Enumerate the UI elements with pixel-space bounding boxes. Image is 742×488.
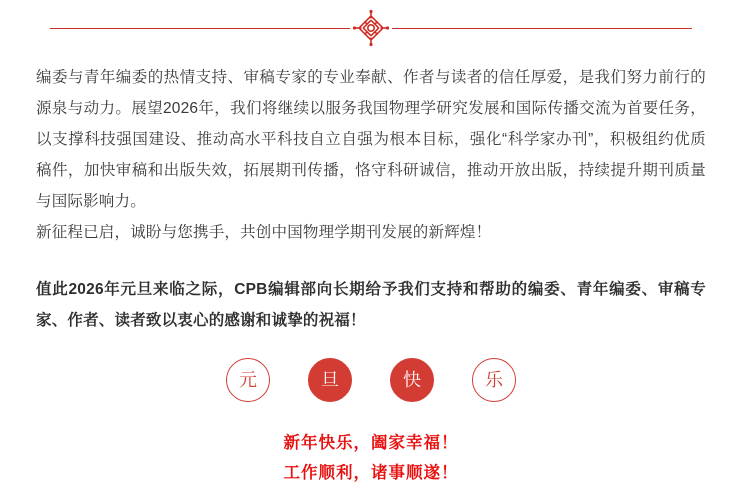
wish-line-1: 新年快乐，阖家幸福！ [283,434,459,452]
new-year-badges [36,358,706,402]
badge-le-label: 乐 [485,370,503,390]
wish-line-2: 工作顺利，诸事顺遂！ [283,464,459,482]
badge-le [472,358,516,402]
badge-kuai [390,358,434,402]
badge-yuan [226,358,270,402]
wishes-block [36,428,706,488]
article-body [0,56,742,488]
ornament-divider-right [392,28,692,29]
badge-kuai-label: 快 [403,370,421,390]
ornament-divider-left [50,28,350,29]
badge-dan-label: 旦 [321,370,339,390]
paragraph-main: 编委与青年编委的热情支持、审稿专家的专业奉献、作者与读者的信任厚爱，是我们努力前行的源泉与动力。展望2026年，我们将继续以服务我国物理学研究发展和国际传播交流为首要任务，以支撑科技强国建设、推动高水平科技自立自强为根本目标，强化“科学家办刊”，积极组约优质稿件，加快审稿和出版失效，拓展期刊传播，恪守科研诚信，推动开放出版，持续提升期刊质量与国际影响力。 [36,69,706,210]
badge-yuan-label: 元 [239,370,257,390]
badge-dan [308,358,352,402]
top-ornament [0,0,742,56]
chinese-knot-icon [350,7,392,49]
greeting-paragraph: 值此2026年元旦来临之际，CPB编辑部向长期给予我们支持和帮助的编委、青年编委、审稿专家、作者、读者致以衷心的感谢和诚挚的祝福！ [36,281,706,329]
paragraph-closing: 新征程已启，诚盼与您携手，共创中国物理学期刊发展的新辉煌！ [36,224,492,241]
